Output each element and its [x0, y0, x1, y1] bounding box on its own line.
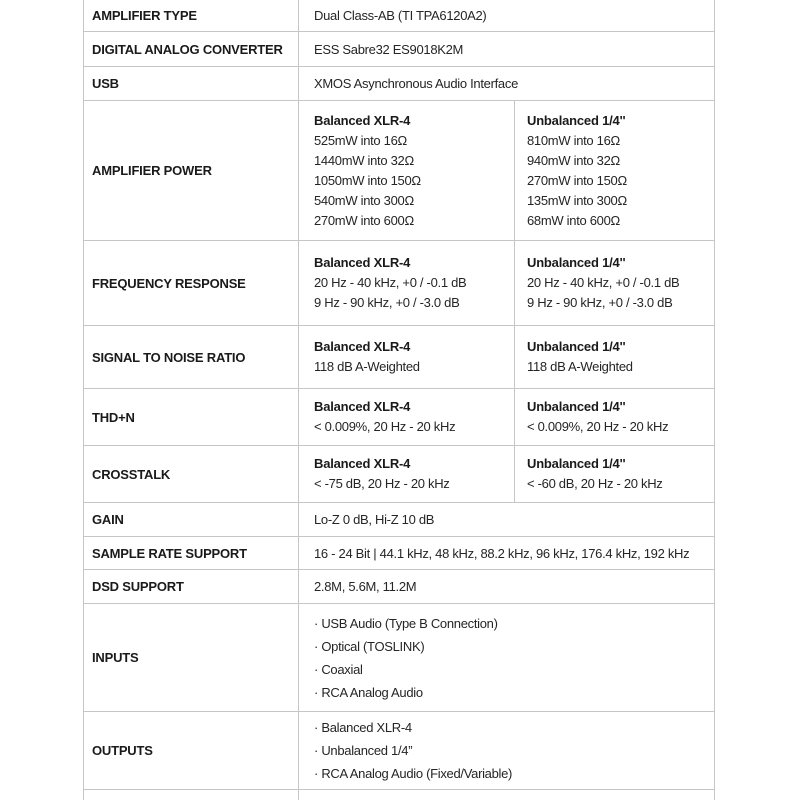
row-label-cell	[84, 241, 298, 325]
balanced-header: Balanced XLR-4	[314, 112, 411, 128]
unbalanced-cell	[514, 446, 714, 502]
row-label-cell	[84, 570, 298, 603]
balanced-lines: < -75 dB, 20 Hz - 20 kHz	[314, 476, 450, 491]
row-label-cell	[84, 604, 298, 711]
row-label: SIGNAL TO NOISE RATIO	[92, 349, 246, 365]
unbalanced-block	[527, 454, 663, 494]
row-value: 16 - 24 Bit | 44.1 kHz, 48 kHz, 88.2 kHz, 96 kHz, 176.4 kHz, 192 kHz	[314, 545, 690, 561]
unbalanced-lines: 20 Hz - 40 kHz, +0 / -0.1 dB 9 Hz - 90 kHz, +0 / -3.0 dB	[527, 275, 680, 310]
spec-row-digital-analog-converter	[84, 32, 714, 67]
row-value: Dual Class-AB (TI TPA6120A2)	[314, 8, 487, 23]
unbalanced-header: Unbalanced 1/4''	[527, 255, 626, 270]
row-label-cell	[84, 326, 298, 388]
balanced-cell	[298, 241, 514, 325]
row-value-cell	[298, 0, 714, 31]
row-label: AMPLIFIER TYPE	[92, 8, 197, 23]
row-label: SAMPLE RATE SUPPORT	[92, 545, 247, 561]
inputs-list: · USB Audio (Type B Connection) · Optical (TOSLINK) · Coaxial · RCA Analog Audio	[314, 615, 498, 700]
spec-row-thd-n	[84, 389, 714, 446]
row-label: FREQUENCY RESPONSE	[92, 275, 246, 291]
unbalanced-lines: 118 dB A-Weighted	[527, 359, 633, 374]
spec-row-frequency-response	[84, 241, 714, 326]
row-value-cell	[298, 790, 714, 800]
row-label: DIGITAL ANALOG CONVERTER	[92, 41, 283, 57]
balanced-lines: < 0.009%, 20 Hz - 20 kHz	[314, 419, 456, 434]
row-label-cell	[84, 101, 298, 240]
row-value: Lo-Z 0 dB, Hi-Z 10 dB	[314, 512, 435, 527]
row-value-cell	[298, 503, 714, 536]
balanced-header: Balanced XLR-4	[314, 339, 411, 354]
balanced-block	[314, 454, 450, 494]
spec-row-inputs	[84, 604, 714, 712]
balanced-block	[314, 397, 455, 437]
row-label: INPUTS	[92, 650, 139, 665]
unbalanced-header: Unbalanced 1/4''	[527, 339, 626, 354]
balanced-cell	[298, 446, 514, 502]
row-label-cell	[84, 389, 298, 445]
spec-row-outputs	[84, 712, 714, 790]
row-value: ESS Sabre32 ES9018K2M	[314, 41, 464, 57]
row-label-cell	[84, 32, 298, 66]
unbalanced-block	[527, 337, 633, 377]
unbalanced-block	[527, 253, 679, 313]
spec-row-dsd-support	[84, 570, 714, 604]
row-value: 2.8M, 5.6M, 11.2M	[314, 579, 417, 594]
unbalanced-lines: 810mW into 16Ω 940mW into 32Ω 270mW into 150Ω 135mW into 300Ω 68mW into 600Ω	[527, 132, 627, 228]
spec-row-amplifier-power	[84, 101, 714, 241]
unbalanced-header: Unbalanced 1/4''	[527, 456, 626, 471]
balanced-block	[314, 337, 420, 377]
balanced-cell	[298, 326, 514, 388]
spec-row-partial	[84, 790, 714, 800]
spec-row-crosstalk	[84, 446, 714, 503]
balanced-cell	[298, 389, 514, 445]
row-label: CROSSTALK	[92, 466, 171, 482]
row-label: DSD SUPPORT	[92, 579, 184, 594]
row-value-cell	[298, 32, 714, 66]
row-label-cell	[84, 67, 298, 100]
row-value-cell	[298, 67, 714, 100]
row-value-cell	[298, 537, 714, 569]
row-label: THD+N	[92, 409, 135, 425]
spec-row-usb	[84, 67, 714, 101]
balanced-block	[314, 253, 466, 313]
spec-row-gain	[84, 503, 714, 537]
balanced-header: Balanced XLR-4	[314, 255, 411, 270]
outputs-list: · Balanced XLR-4 · Unbalanced 1/4” · RCA Analog Audio (Fixed/Variable)	[314, 720, 513, 781]
row-label-cell	[84, 503, 298, 536]
spec-row-sample-rate-support	[84, 537, 714, 570]
unbalanced-lines: < -60 dB, 20 Hz - 20 kHz	[527, 476, 663, 491]
row-label-cell	[84, 712, 298, 789]
spec-table	[83, 0, 715, 800]
unbalanced-cell	[514, 101, 714, 240]
row-value-cell	[298, 570, 714, 603]
unbalanced-header: Unbalanced 1/4''	[527, 399, 626, 414]
unbalanced-cell	[514, 241, 714, 325]
unbalanced-header: Unbalanced 1/4''	[527, 112, 626, 128]
balanced-cell	[298, 101, 514, 240]
spec-row-signal-to-noise-ratio	[84, 326, 714, 389]
row-label: GAIN	[92, 512, 124, 527]
spec-row-amplifier-type	[84, 0, 714, 32]
row-label-cell	[84, 446, 298, 502]
unbalanced-lines: < 0.009%, 20 Hz - 20 kHz	[527, 419, 669, 434]
unbalanced-cell	[514, 326, 714, 388]
row-value-cell	[298, 604, 714, 711]
row-label-cell	[84, 790, 298, 800]
row-label: USB	[92, 76, 119, 91]
balanced-lines: 118 dB A-Weighted	[314, 359, 420, 374]
row-label-cell	[84, 0, 298, 31]
row-label: OUTPUTS	[92, 743, 153, 758]
unbalanced-cell	[514, 389, 714, 445]
row-label-cell	[84, 537, 298, 569]
balanced-block	[314, 111, 421, 231]
row-value-cell	[298, 712, 714, 789]
balanced-header: Balanced XLR-4	[314, 399, 411, 414]
balanced-lines: 20 Hz - 40 kHz, +0 / -0.1 dB 9 Hz - 90 kHz, +0 / -3.0 dB	[314, 275, 467, 310]
balanced-header: Balanced XLR-4	[314, 456, 411, 471]
row-value: XMOS Asynchronous Audio Interface	[314, 76, 518, 91]
unbalanced-block	[527, 397, 668, 437]
row-label: AMPLIFIER POWER	[92, 163, 212, 178]
unbalanced-block	[527, 111, 627, 231]
balanced-lines: 525mW into 16Ω 1440mW into 32Ω 1050mW into 150Ω 540mW into 300Ω 270mW into 600Ω	[314, 132, 421, 228]
